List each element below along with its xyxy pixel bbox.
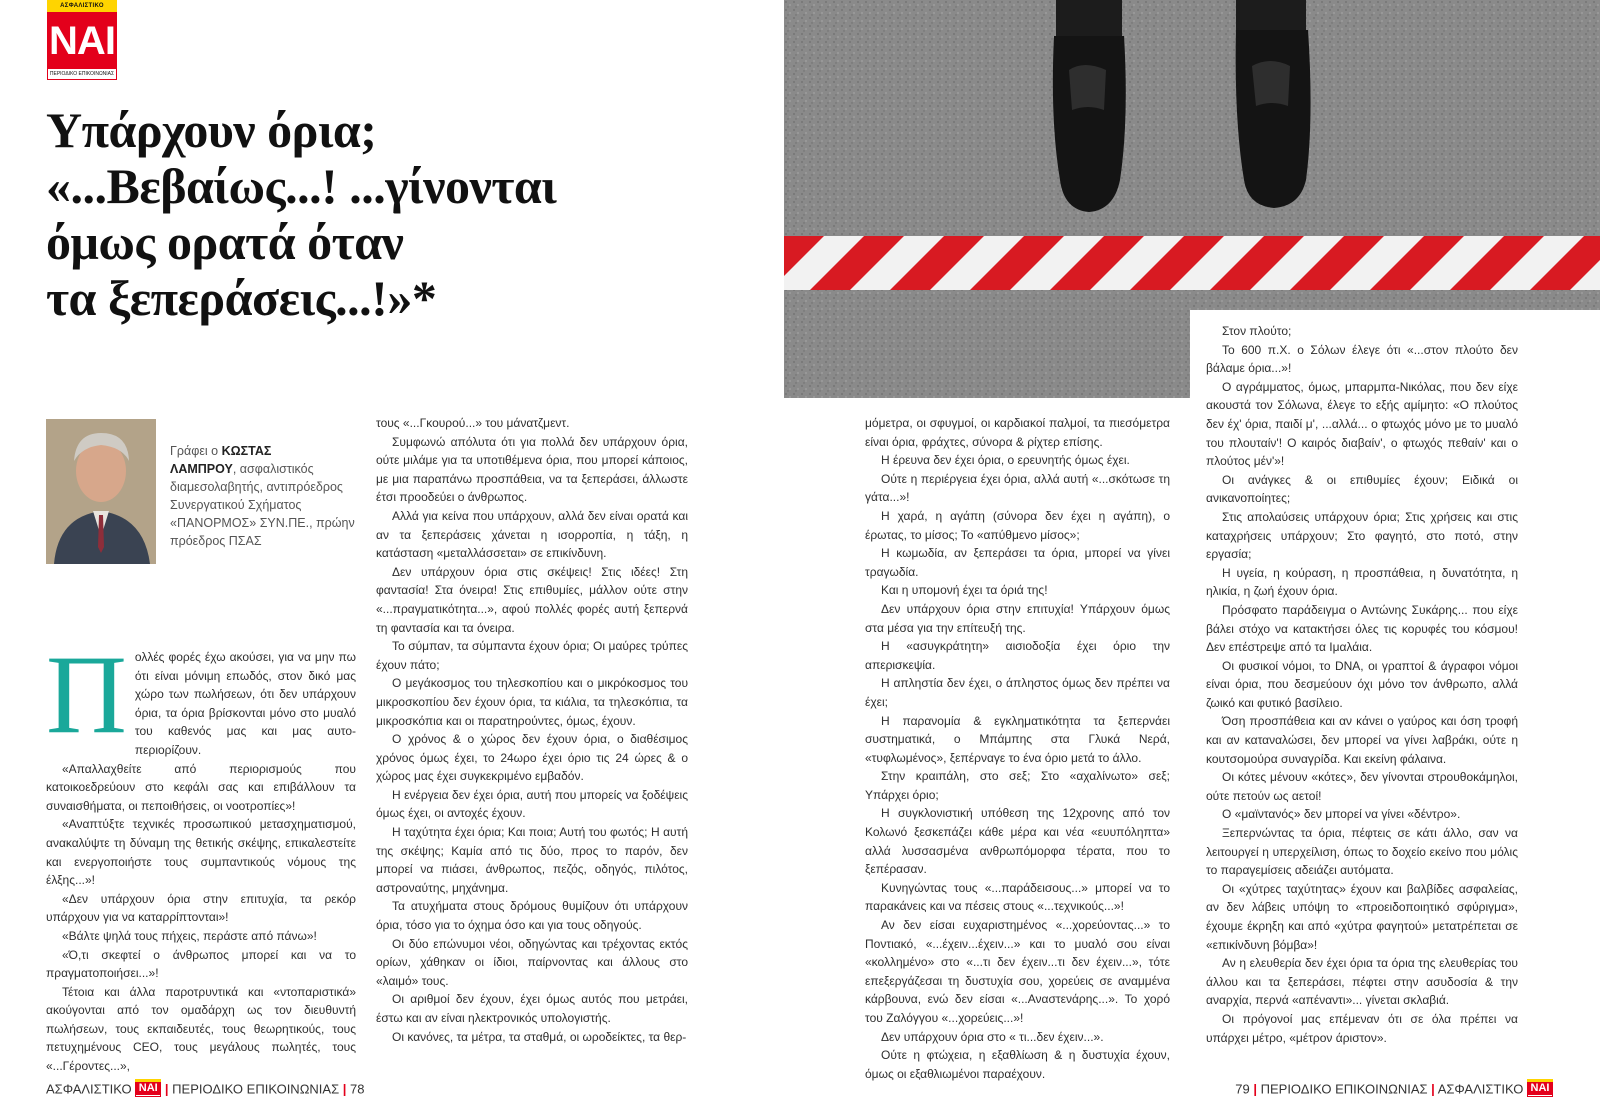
paragraph: «Αναπτύξτε τεχνικές προσωπικού μετασχηματισμού, ανακαλύψτε τη δύναμη της θετικής σκέψης, επικαλεστείτε και ενεργοποιήστε τους συμπαντικούς νόμους της έλξης...»! [46,817,356,888]
page-number: 79 [1235,1081,1250,1097]
paragraph: Τα ατυχήματα στους δρόμους θυμίζουν ότι υπάρχουν όρια, τόσο για το όχημα όσο και για τους οδηγούς. [376,899,688,933]
paragraph: Ούτε η φτώχεια, η εξαθλίωση & η δυστυχία έχουν, όμως οι εξαθλιωμένοι παραέχουν. [865,1048,1170,1081]
paragraph: Η υγεία, η κούραση, η προσπάθεια, η δυνατότητα, η ηλικία, η ζωή έχουν όρια. [1206,565,1518,599]
footer-logo-label: ΝΑΙ [1527,1082,1553,1094]
right-page [800,0,1600,1107]
paragraph: Η συγκλονιστική υπόθεση της 12χρονης από τον Κολωνό ξεσκεπάζει κάθε μέρα και νέα «ευυπόληπτα» αλλά λυσσασμένα ανθρωπόμορφα τέρατα, που το ξεπέρασαν. [865,806,1170,877]
author-name-last: ΛΑΜΠΡΟΥ [170,462,233,476]
paragraph: Η έρευνα δεν έχει όρια, ο ερευνητής όμως έχει. [881,453,1130,468]
footer-divider: | [342,1081,347,1097]
headline-line-1: Υπάρχουν όρια; [46,102,377,158]
paragraph: «Απαλλαχθείτε από περιορισμούς που κατοικοεδρεύουν στο κεφάλι σας και επιβάλλουν τα συναισθήματα, οι πεποιθήσεις, οι νοοτροπίες»! [46,761,356,813]
paragraph: Ο αγράμματος, όμως, μπαρμπα-Νικόλας, που δεν είχε ακουστά τον Σόλωνα, έλεγε το εξής αμίμητο: «Ο πλούτος δεν έχ' όρια, παιδί μ', ...αλλά... ο φτωχός μόνο με το μυαλό του πλουταίν'! Ο καιρός διαβαίν', ο φτωχός πεθαίν' και ο πλούτος μέν'»! [1206,379,1518,469]
paragraph: Η ενέργεια δεν έχει όρια, αυτή που μπορείς να ξοδέψεις όμως έχει, οι αντοχές έχουν. [376,787,688,821]
paragraph: Το 600 π.Χ. ο Σόλων έλεγε ότι «...στον πλούτο δεν βάλαμε όρια...»! [1206,342,1518,376]
footer-divider: | [164,1081,169,1097]
footer-logo [135,1079,161,1097]
paragraph: Οι κανόνες, τα μέτρα, τα σταθμά, οι ωροδείκτες, τα θερ- [392,1029,687,1044]
paragraph: Τέτοια και άλλα παροτρυντικά και «ντοπαριστικά» ακούγονται από τον ομαδάρχη ως τον διευθυντή πωλήσεων, τους εκπαιδευτές, τους θεωρητικούς, τους πετυχημένους CEO, τους μεγάλους πωλητές, τους «...Γέροντες...», [46,984,356,1074]
author-credit [170,442,360,550]
footer-section: ΠΕΡΙΟΔΙΚΟ ΕΠΙΚΟΙΝΩΝΙΑΣ [172,1081,340,1097]
paragraph: Στον πλούτο; [1222,324,1292,338]
author-name-first: ΚΩΣΤΑΣ [221,444,272,458]
article-headline [46,102,686,326]
paragraph: Οι «χύτρες ταχύτητας» έχουν και βαλβίδες ασφαλείας, αν δεν λάβεις υπόψη το «προειδοποιητικό σφύριγμα», έχουμε έκρηξη και από «χύτρα φαγητού» μετατρέπεται σε «επικίνδυνη βόμβα»! [1206,881,1518,952]
paragraph: Οι ανάγκες & οι επιθυμίες έχουν; Ειδικά οι ανικανοποίητες; [1206,472,1518,506]
paragraph: Αν δεν είσαι ευχαριστημένος «...χορεύοντας...» το Ποντιακό, «...έχειν...έχειν...» και το μυαλό σου είναι «κολλημένο» στο «...τι δεν έχειν...τι δεν έχειν...», τότε επεξεργάζεσαι τη δυστυχία σου, χορεύεις σε αναμμένα κάρβουνα, ενώ δεν είσαι «...Αναστενάρης...». Το χορό του Ζαλόγγου «...χορεύεις...»! [865,918,1170,1025]
drop-cap: Π [46,633,127,757]
paragraph: Ο «μαϊντανός» δεν μπορεί να γίνει «δέντρο». [1222,807,1461,822]
headline-line-2: «...Βεβαίως...! ...γίνονται [46,158,557,214]
footer-section: ΠΕΡΙΟΔΙΚΟ ΕΠΙΚΟΙΝΩΝΙΑΣ [1260,1081,1428,1097]
footer-divider: | [1253,1081,1257,1097]
paragraph: μόμετρα, οι σφυγμοί, οι καρδιακοί παλμοί, τα πιεσόμετρα είναι όρια, φράχτες, σύνορα & ρίχτερ επίσης. [865,416,1170,449]
footer-magazine: ΑΣΦΑΛΙΣΤΙΚΟ [1437,1081,1524,1097]
page-number: 78 [350,1081,365,1097]
paragraph: Δεν υπάρχουν όρια στην επιτυχία! Υπάρχουν όμως στα μέσα για την επίτευξή της. [865,601,1170,635]
footer-left [46,1081,364,1099]
footer-divider: | [1431,1081,1435,1097]
logo-main-label: ΝΑΙ [47,12,117,68]
paragraph: Κυνηγώντας τους «...παράδεισους...» μπορεί να το παρακάνεις και να πέσεις στους «...τεχνικούς...»! [865,880,1170,914]
paragraph: Η χαρά, η αγάπη (σύνορα δεν έχει η αγάπη), ο έρωτας, το μίσος; Το «απύθμενο μίσος»; [865,508,1170,542]
footer-right [1235,1081,1553,1099]
headline-line-3: όμως ορατά όταν [46,214,404,270]
paragraph: Δεν υπάρχουν όρια στις σκέψεις! Στις ιδέες! Στη φαντασία! Στα όνειρα! Στις επιθυμίες, μάλλον ούτε στην «...πραγματικότητα...», αφού πολλές φορές αυτή ξεπερνά τη φαντασία και τα όνειρα. [376,564,688,635]
author-portrait-illustration [46,419,156,564]
article-column-3 [865,414,1170,1083]
paragraph: «Ό,τι σκεφτεί ο άνθρωπος μπορεί και να το πραγματοποιήσει...»! [46,947,356,981]
paragraph: Ο χρόνος & ο χώρος δεν έχουν όρια, ο διαθέσιμος χρόνος όμως έχει, το 24ωρο έχει όριο τις 24 ώρες & ο χώρος μας έχει συγκεκριμένο εμβαδόν. [376,732,688,784]
paragraph: Και η υπομονή έχει τα όριά της! [881,583,1048,598]
logo-bottom-label: ΠΕΡΙΟΔΙΚΟ ΕΠΙΚΟΙΝΩΝΙΑΣ [47,68,117,80]
paragraph: «Βάλτε ψηλά τους πήχεις, περάστε από πάνω»! [62,928,317,943]
article-column-4 [1206,322,1518,1047]
author-bio: , ασφαλιστικός διαμεσολαβητής, αντιπρόεδρος Συνεργατικού Σχήματος «ΠΑΝΟΡΜΟΣ» ΣΥΝ.ΠΕ., πρώην πρόεδρος ΠΣΑΣ [170,462,355,548]
paragraph: Δεν υπάρχουν όρια στο « τι...δεν έχειν...». [881,1029,1104,1044]
paragraph: Ξεπερνώντας τα όρια, πέφτεις σε κάτι άλλο, σαν να λειτουργεί η υπερχείλιση, όπως το δοχείο εκείνο που μόλις το παραγεμίσεις αδειάζει αυτόματα. [1206,826,1518,878]
paragraph: Το σύμπαν, τα σύμπαντα έχουν όρια; Οι μαύρες τρύπες έχουν πάτο; [376,639,688,672]
paragraph: Η ταχύτητα έχει όρια; Και ποια; Αυτή του φωτός; Η αυτή της σκέψης; Καμία από τις δύο, προς το παρόν, δεν μπορεί να πιάσει, άνθρωπος, πεζός, οδηγός, πιλότος, αστροναύτης, μηχάνημα. [376,825,688,895]
article-column-1 [46,633,356,1076]
footer-logo-label: ΝΑΙ [135,1082,161,1094]
magazine-logo [47,0,117,80]
paragraph: Η απληστία δεν έχει, ο άπληστος όμως δεν πρέπει να έχει; [865,676,1170,709]
paragraph: «Δεν υπάρχουν όρια στην επιτυχία, τα ρεκόρ υπάρχουν για να καταρρίπτονται»! [46,891,356,925]
paragraph: Οι δύο επώνυμοι νέοι, οδηγώντας και τρέχοντας εκτός ορίων, χάθηκαν οι ίδιοι, παίρνοντας και άλλους στο «λαιμό» τους. [376,936,688,988]
paragraph: Ούτε η περιέργεια έχει όρια, αλλά αυτή «...σκότωσε τη γάτα...»! [865,471,1170,505]
paragraph: Οι αριθμοί δεν έχουν, έχει όμως αυτός που μετράει, έστω και αν είναι ηλεκτρονικός υπολογιστής. [376,992,688,1025]
paragraph: Πρόσφατο παράδειγμα ο Αντώνης Συκάρης... που είχε βάλει στόχο να κατακτήσει όλες τις κορυφές του κόσμου! Δεν επέστρεψε από τα Ιμαλάια. [1206,602,1518,655]
author-prefix: Γράφει ο [170,444,222,458]
paragraph: Ο μεγάκοσμος του τηλεσκοπίου και ο μικρόκοσμος του μικροσκοπίου δεν έχουν όρια, τα κιάλια, τα τηλεσκόπια, τα μικροσκόπια και οι παρατηρούντες, όμως, έχουν. [376,676,688,728]
paragraph: ολλές φορές έχω ακούσει, για να μην πω ότι είναι μόνιμη επωδός, στον δικό μας χώρο των πωλήσεων, ότι δεν υπάρχουν όρια, τα όρια βρίσκονται μόνο στο μυαλό του καθενός μας και μας αυτο-περιορίζουν. [134,650,356,757]
paragraph: Όση προσπάθεια και αν κάνει ο γαύρος και όση τροφή και αν καταναλώσει, δεν μπορεί να γίνει λαβράκι, ούτε η κουτσομούρα συναγρίδα. Και εκείνη φάλαινα. [1206,714,1518,766]
footer-logo [1527,1079,1553,1097]
footer-magazine: ΑΣΦΑΛΙΣΤΙΚΟ [46,1081,132,1097]
paragraph: Οι φυσικοί νόμοι, το DNA, οι γραπτοί & άγραφοι νόμοι είναι όρια, που δεσμεύουν όχι μόνο τον άνθρωπο, αλλά ζωικό και φυτικό βασίλειο. [1206,658,1518,710]
logo-top-label: ΑΣΦΑΛΙΣΤΙΚΟ [47,0,117,12]
paragraph: Η παρανομία & εγκληματικότητα τα ξεπερνάει συστηματικά, ο Μπάμπης στα Γλυκά Νερά, «τυφλωμένος», ξεπέρναγε το ένα όριο μετά το άλλο. [865,713,1170,765]
paragraph: Αν η ελευθερία δεν έχει όρια τα όρια της ελευθερίας του άλλου και τα ξεπεράσει, πέφτει στην ασυδοσία & την αναρχία, περνά «απέναντι»... γίνεται σκλαβιά. [1206,956,1518,1008]
paragraph: Στην κραιπάλη, στο σεξ; Στο «αχαλίνωτο» σεξ; Υπάρχει όριο; [865,769,1170,802]
author-photo [46,419,156,564]
paragraph: Η «ασυγκράτητη» αισιοδοξία έχει όριο την απερισκεψία. [865,639,1170,672]
paragraph: Οι πρόγονοί μας επέμεναν ότι σε όλα πρέπει να υπάρχει μέτρο, «μέτρον άριστον». [1206,1011,1518,1045]
paragraph: τους «...Γκουρού...» του μάνατζμεντ. [376,416,570,430]
paragraph: Η κωμωδία, αν ξεπεράσει τα όρια, μπορεί να γίνει τραγωδία. [865,546,1170,579]
article-column-2 [376,414,688,1046]
paragraph: Συμφωνώ απόλυτα ότι για πολλά δεν υπάρχουν όρια, ούτε μιλάμε για τα υποτιθέμενα όρια, που μπορεί κάποιος, με μια παραπάνω προσπάθεια, να τα ξεπεράσει, άλλωστε έτσι προοδεύει ο άνθρωπος. [376,434,688,505]
paragraph: Στις απολαύσεις υπάρχουν όρια; Στις χρήσεις και στις καταχρήσεις υπάρχουν; Στο φαγητό, στο ποτό, στην εργασία; [1206,509,1518,562]
paragraph: Αλλά για κείνα που υπάρχουν, αλλά δεν είναι ορατά και αν τα ξεπεράσεις χάνεται η ισορροπία, η τάξη, η κατάσταση «μεταλλάσσεται» σε επικίνδυνη. [376,508,688,561]
paragraph: Οι κότες μένουν «κότες», δεν γίνονται στρουθοκάμηλοι, ούτε πετούν ως αετοί! [1206,770,1518,803]
headline-line-4: τα ξεπεράσεις...!»* [46,270,437,326]
